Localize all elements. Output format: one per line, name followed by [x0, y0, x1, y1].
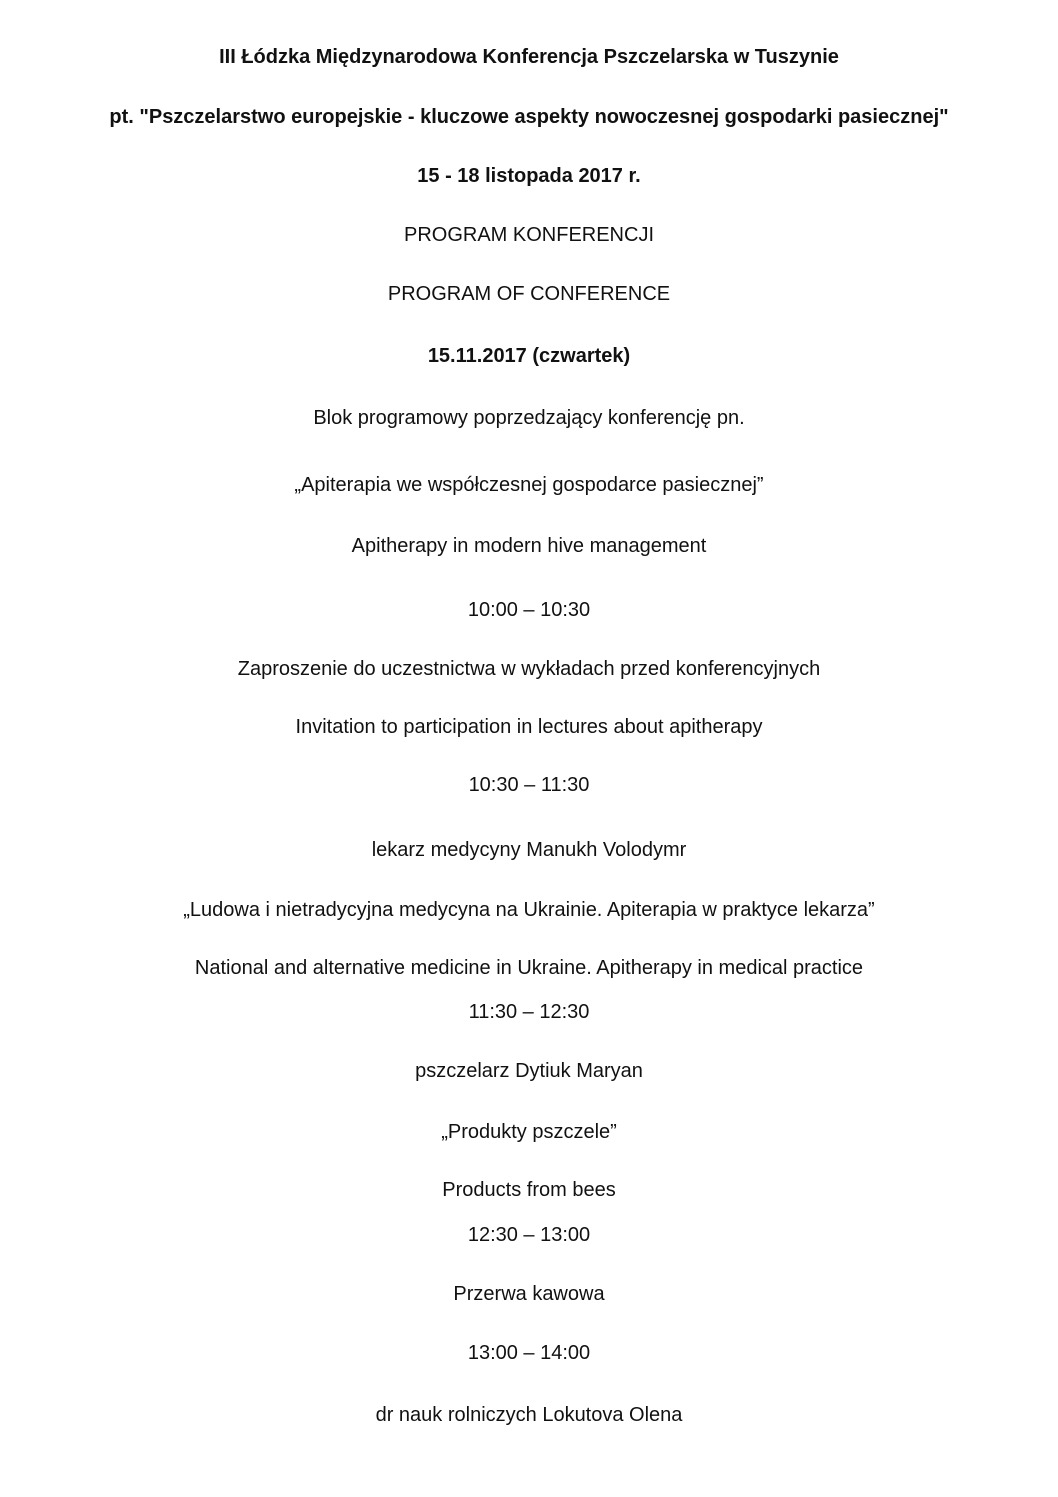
conference-dates: 15 - 18 listopada 2017 r. — [417, 165, 641, 187]
session-description-pl: Zaproszenie do uczestnictwa w wykładach przed konferencyjnych — [237, 658, 821, 680]
session-speaker: lekarz medycyny Manukh Volodymr — [371, 839, 687, 861]
session-time: 10:30 – 11:30 — [468, 774, 590, 796]
block-title-pl: „Apiterapia we współczesnej gospodarce pasiecznej” — [294, 474, 764, 496]
block-intro: Blok programowy poprzedzający konferencję pn. — [313, 407, 745, 429]
session-title-pl: „Ludowa i nietradycyjna medycyna na Ukrainie. Apiterapia w praktyce lekarza” — [183, 899, 875, 921]
session-title-pl: „Produkty pszczele” — [441, 1121, 617, 1143]
program-heading-pl: PROGRAM KONFERENCJI — [403, 224, 655, 246]
program-heading-en: PROGRAM OF CONFERENCE — [387, 283, 671, 305]
day-date: 15.11.2017 (czwartek) — [427, 345, 631, 367]
session-title-en: Products from bees — [442, 1179, 616, 1201]
session-speaker: pszczelarz Dytiuk Maryan — [415, 1060, 643, 1082]
block-title-en: Apitherapy in modern hive management — [351, 535, 707, 557]
session-time: 11:30 – 12:30 — [468, 1001, 590, 1023]
session-time: 12:30 – 13:00 — [467, 1224, 591, 1246]
coffee-break: Przerwa kawowa — [453, 1283, 605, 1305]
conference-edition: III — [219, 46, 242, 68]
conference-subtitle: pt. "Pszczelarstwo europejskie - kluczowe aspekty nowoczesnej gospodarki pasiecznej" — [109, 106, 949, 128]
session-title-en: National and alternative medicine in Ukraine. Apitherapy in medical practice — [194, 957, 864, 979]
session-time: 13:00 – 14:00 — [467, 1342, 591, 1364]
session-time: 10:00 – 10:30 — [467, 599, 591, 621]
conference-name: Łódzka Międzynarodowa Konferencja Pszczelarska w Tuszynie — [241, 46, 839, 68]
session-speaker: dr nauk rolniczych Lokutova Olena — [375, 1404, 683, 1426]
session-description-en: Invitation to participation in lectures about apitherapy — [295, 716, 763, 738]
conference-title — [0, 45, 1058, 69]
